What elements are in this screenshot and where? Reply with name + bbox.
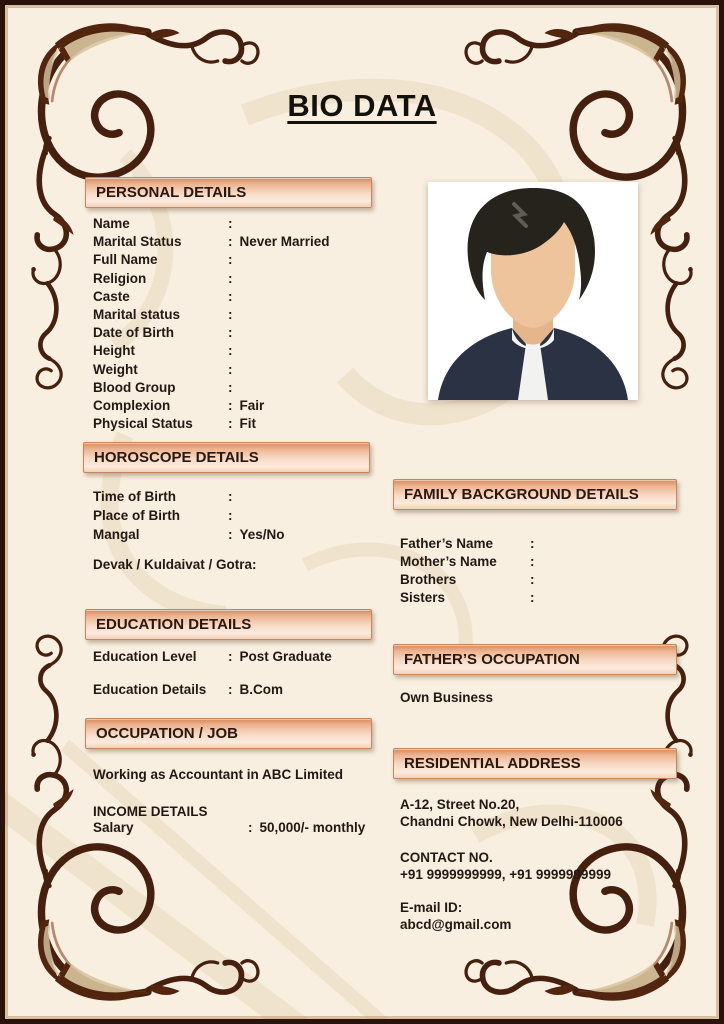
- contact-heading: CONTACT NO.: [400, 850, 493, 865]
- field-row: [400, 590, 542, 608]
- section-header-fathers-occupation: [393, 644, 677, 675]
- field-colon: :: [228, 288, 233, 304]
- field-colon: :: [228, 252, 233, 268]
- field-row: [400, 572, 542, 590]
- field-colon: :: [228, 527, 233, 542]
- address-line-2: Chandni Chowk, New Delhi-110006: [400, 814, 623, 829]
- field-label: Mangal: [93, 527, 140, 542]
- field-colon: :: [530, 536, 535, 551]
- field-value: Never Married: [239, 234, 330, 250]
- field-label: Education Level: [93, 649, 197, 664]
- field-row: [93, 489, 285, 508]
- field-label: Date of Birth: [93, 325, 174, 341]
- field-label: Sisters: [400, 590, 446, 605]
- profile-photo: [428, 182, 638, 400]
- field-value: Post Graduate: [239, 649, 332, 664]
- page-title: BIO DATA: [287, 88, 437, 123]
- section-header-label: FAMILY BACKGROUND DETAILS: [404, 486, 639, 503]
- field-colon: :: [530, 554, 535, 569]
- field-row: [93, 234, 330, 252]
- field-label: Height: [93, 343, 135, 359]
- section-header-label: EDUCATION DETAILS: [96, 616, 252, 633]
- field-row: [93, 307, 330, 325]
- section-header-residential-address: [393, 748, 677, 779]
- family-background-fields: [400, 536, 542, 608]
- field-label: Education Details: [93, 682, 207, 697]
- field-label: Weight: [93, 361, 138, 377]
- field-row: [93, 271, 330, 289]
- field-row: [93, 649, 332, 682]
- field-label: Mother’s Name: [400, 554, 497, 569]
- field-colon: :: [228, 343, 233, 359]
- field-row: [93, 380, 330, 398]
- field-label: Caste: [93, 288, 130, 304]
- education-details-fields: [93, 649, 332, 715]
- field-colon: :: [228, 361, 233, 377]
- field-row: [93, 252, 330, 270]
- field-row: [93, 325, 330, 343]
- section-header-label: FATHER’S OCCUPATION: [404, 651, 580, 668]
- field-colon: :: [228, 397, 233, 413]
- field-label: Marital Status: [93, 234, 182, 250]
- section-header-label: PERSONAL DETAILS: [96, 184, 247, 201]
- field-value: B.Com: [239, 682, 283, 697]
- address-line-1: A-12, Street No.20,: [400, 797, 520, 812]
- field-label: Father’s Name: [400, 536, 494, 551]
- field-row: [93, 343, 330, 361]
- field-colon: :: [228, 508, 233, 523]
- field-colon: :: [228, 489, 233, 504]
- field-row: [93, 416, 330, 434]
- field-row: [93, 398, 330, 416]
- field-row: [400, 536, 542, 554]
- field-value: Fit: [239, 416, 256, 432]
- section-header-occupation-job: [85, 718, 372, 749]
- field-label: Place of Birth: [93, 508, 181, 523]
- email-value: abcd@gmail.com: [400, 917, 512, 932]
- section-header-family-background: [393, 479, 677, 510]
- field-colon: :: [530, 590, 535, 605]
- field-value: 50,000/- monthly: [259, 820, 366, 835]
- field-row: [93, 289, 330, 307]
- field-label: Brothers: [400, 572, 457, 587]
- field-label: Marital status: [93, 306, 181, 322]
- field-row: [93, 682, 332, 715]
- field-row: [93, 508, 285, 527]
- field-colon: :: [228, 416, 233, 432]
- email-heading: E-mail ID:: [400, 900, 463, 915]
- field-colon: :: [228, 306, 233, 322]
- section-header-label: OCCUPATION / JOB: [96, 725, 238, 742]
- field-label: Name: [93, 216, 130, 231]
- salary-fields: [93, 820, 365, 838]
- male-avatar-illustration: [428, 182, 638, 400]
- occupation-text: Working as Accountant in ABC Limited: [93, 767, 344, 782]
- field-row: [93, 216, 330, 234]
- field-row: [93, 362, 330, 380]
- field-colon: :: [248, 820, 253, 835]
- field-row: [93, 527, 285, 546]
- field-value: Yes/No: [239, 527, 285, 542]
- field-label: Full Name: [93, 252, 158, 268]
- field-colon: :: [228, 270, 233, 286]
- field-label: Time of Birth: [93, 489, 177, 504]
- field-label: Blood Group: [93, 379, 176, 395]
- field-row: [93, 820, 365, 838]
- field-value: Fair: [239, 397, 265, 413]
- horoscope-details-fields: [93, 489, 285, 546]
- field-colon: :: [228, 234, 233, 250]
- gotra-note: Devak / Kuldaivat / Gotra:: [93, 557, 257, 572]
- field-label: Salary: [93, 820, 134, 835]
- field-colon: :: [228, 325, 233, 341]
- field-colon: :: [530, 572, 535, 587]
- section-header-education-details: [85, 609, 372, 640]
- section-header-personal-details: [85, 177, 372, 208]
- field-label: Religion: [93, 270, 147, 286]
- fathers-occupation-text: Own Business: [400, 690, 494, 705]
- field-colon: :: [228, 649, 233, 664]
- personal-details-fields: [93, 216, 330, 434]
- field-label: Physical Status: [93, 416, 193, 432]
- field-colon: :: [228, 379, 233, 395]
- section-header-label: HOROSCOPE DETAILS: [94, 449, 259, 466]
- field-colon: :: [228, 682, 233, 697]
- income-details-heading: INCOME DETAILS: [93, 804, 208, 819]
- field-label: Complexion: [93, 397, 171, 413]
- field-colon: :: [228, 216, 233, 231]
- field-row: [400, 554, 542, 572]
- section-header-label: RESIDENTIAL ADDRESS: [404, 755, 581, 772]
- contact-numbers: +91 9999999999, +91 9999999999: [400, 867, 611, 882]
- section-header-horoscope-details: [83, 442, 370, 473]
